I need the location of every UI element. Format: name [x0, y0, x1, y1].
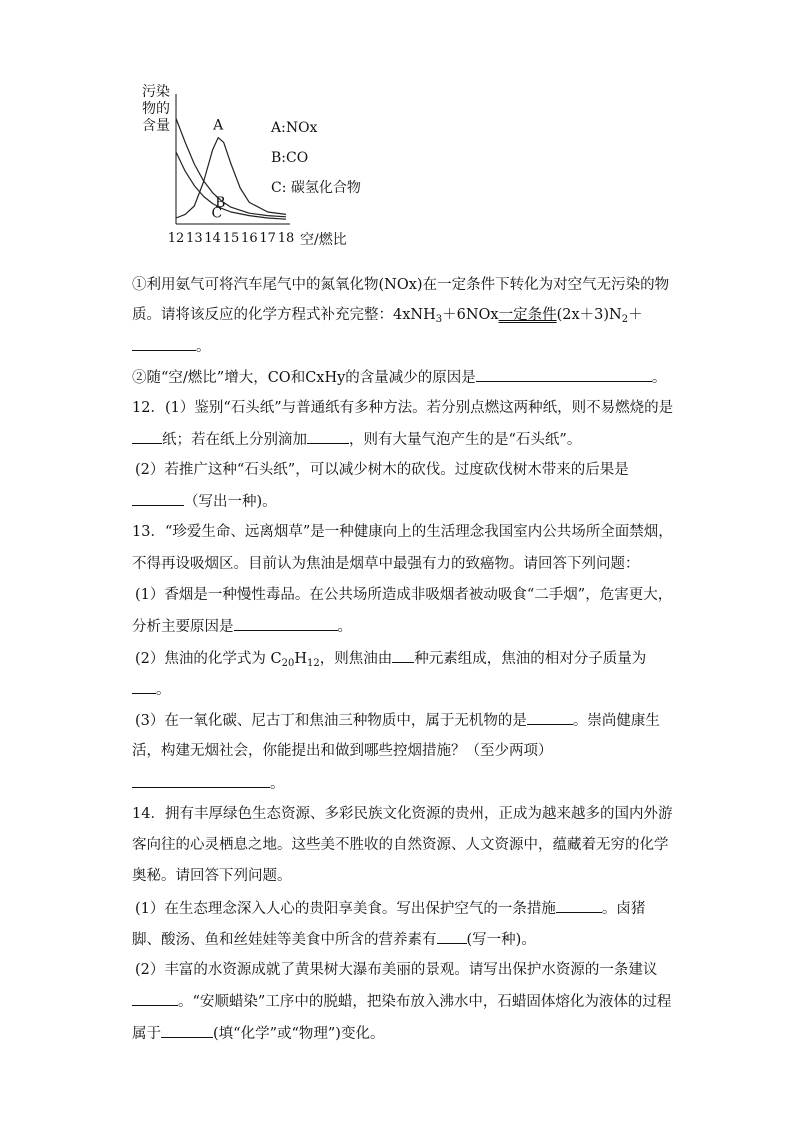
answer-blank[interactable]: [556, 898, 602, 913]
q14-line6: (2）丰富的水资源成就了黄果树大瀑布美丽的景观。请写出保护水资源的一条建议: [135, 962, 658, 978]
answer-blank[interactable]: [307, 429, 349, 444]
answer-blank[interactable]: [161, 1023, 213, 1038]
x-tick-label: 14: [204, 231, 221, 246]
curve-A: [176, 138, 286, 218]
answer-blank[interactable]: [234, 616, 338, 631]
x-tick-label: 12: [167, 231, 185, 246]
x-tick-label: 18: [277, 231, 295, 246]
curve-label-C: C: [211, 205, 223, 222]
q11-part1-line3: 。: [132, 336, 211, 357]
answer-blank[interactable]: [132, 429, 162, 444]
curve-label-B: B: [215, 194, 226, 211]
q13-line5: (2）焦油的化学式为 $C_{20}H_{12}$，则焦油由 种元素组成，焦油的相对分子质量为: [135, 648, 646, 669]
x-tick-label: 17: [259, 231, 276, 246]
answer-blank[interactable]: [132, 991, 178, 1006]
q11-part2: ②随“空/燃比”增大，CO和CxHy的含量减少的原因是 。: [132, 367, 666, 388]
curve-label-A: A: [213, 117, 224, 134]
legend-entry: C: 碳氢化合物: [271, 180, 361, 196]
q12-line4: （写出一种)。: [132, 491, 277, 512]
q14-line3: 奥秘。请回答下列问题。: [132, 868, 292, 884]
q13-line9: 。: [132, 773, 285, 794]
q13-line6: 。: [132, 679, 171, 700]
y-axis-label: 物的: [142, 101, 170, 117]
q14-line7: 。“安顺蜡染”工序中的脱蜡，把染布放入沸水中，石蜡固体熔化为液体的过程: [132, 991, 671, 1012]
curve-B: [176, 118, 286, 216]
q13-line2: 不得再设吸烟区。目前认为焦油是烟草中最强有力的致癌物。请回答下列问题：: [132, 556, 640, 572]
x-tick-label: 16: [241, 231, 258, 246]
q13-line3: (1）香烟是一种慢性毒品。在公共场所造成非吸烟者被动吸食“二手烟”，危害更大，: [135, 587, 673, 603]
x-tick-label: 15: [222, 231, 240, 246]
q14-line4: (1）在生态理念深入人心的贵阳享美食。写出保护空气的一条措施 。卤猪: [135, 898, 645, 919]
q12-line2: 纸；若在纸上分别滴加 ，则有大量气泡产生的是“石头纸”。: [132, 429, 581, 450]
reaction-condition: 一定条件: [498, 307, 557, 323]
answer-blank[interactable]: [527, 710, 573, 725]
curve-C: [176, 152, 286, 219]
legend-entry: A:NOx: [271, 120, 318, 136]
answer-blank[interactable]: [132, 491, 184, 506]
answer-blank[interactable]: [437, 929, 467, 944]
x-tick-label: 13: [186, 231, 203, 246]
q12-line3: (2）若推广这种“石头纸”，可以减少树木的砍伐。过度砍伐树木带来的后果是: [135, 462, 629, 478]
q14-line8: 属于 (填“化学”或“物理”)变化。: [132, 1023, 384, 1044]
y-axis-label: 含量: [142, 118, 170, 134]
y-axis-label: 污染: [142, 84, 170, 100]
q13-line7: (3）在一氧化碳、尼古丁和焦油三种物质中，属于无机物的是 。崇尚健康生: [135, 710, 660, 731]
q12-line1: 12．(1）鉴别“石头纸”与普通纸有多种方法。若分别点燃这两种纸，则不易燃烧的是: [132, 400, 674, 416]
q13-line4: 分析主要原因是 。: [132, 616, 352, 637]
q13-line1: 13．“珍爱生命、远离烟草”是一种健康向上的生活理念我国室内公共场所全面禁烟，: [132, 524, 673, 540]
legend-entry: B:CO: [271, 150, 309, 166]
q14-line2: 客向往的心灵栖息之地。这些美不胜收的自然资源、人文资源中，蕴藏着无穷的化学: [132, 837, 669, 853]
q14-line5: 脚、酸汤、鱼和丝娃娃等美食中所含的营养素有 (写一种)。: [132, 929, 536, 950]
x-axis-label: 空/燃比: [300, 232, 347, 248]
q11-part1-line2: 质。请将该反应的化学方程式补充完整：4xNH$_3$＋6NOx一定条件$(2x+3)N_2+$: [132, 307, 643, 325]
answer-blank[interactable]: [132, 336, 196, 351]
q14-line1: 14．拥有丰厚绿色生态资源、多彩民族文化资源的贵州，正成为越来越多的国内外游: [132, 806, 673, 822]
answer-blank[interactable]: [132, 679, 156, 694]
answer-blank[interactable]: [476, 367, 652, 382]
q13-line8: 活，构建无烟社会，你能提出和做到哪些控烟措施？（至少两项）: [132, 743, 553, 759]
pollutant-chart: [134, 76, 374, 256]
q11-part1-line1: ①利用氨气可将汽车尾气中的氮氧化物(NOx)在一定条件下转化为对空气无污染的物: [132, 277, 670, 293]
answer-blank[interactable]: [132, 773, 270, 788]
answer-blank[interactable]: [392, 648, 414, 663]
